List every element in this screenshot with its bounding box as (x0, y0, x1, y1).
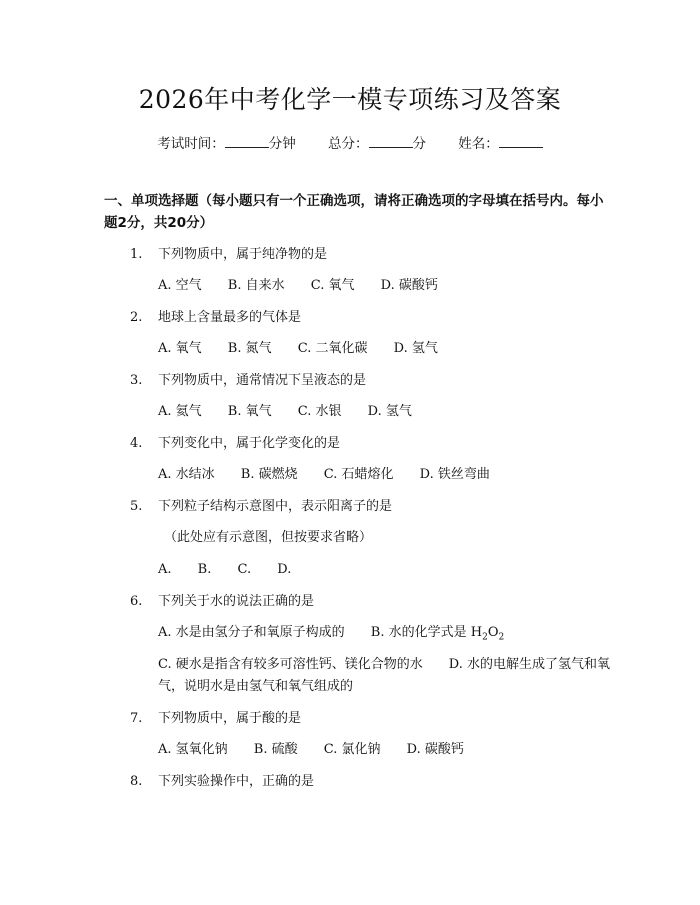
question-6-options-row2 (104, 649, 624, 703)
page-title: 2026年中考化学一模专项练习及答案 (138, 85, 562, 114)
question-list (104, 239, 624, 797)
student-name-blank (499, 135, 543, 148)
exam-time-blank (225, 135, 269, 148)
question-stem: 下列物质中，属于纯净物的是 (158, 247, 328, 262)
question-stem: 下列实验操作中，正确的是 (158, 774, 315, 789)
question-number: 7. (130, 711, 143, 726)
option: B. 碳燃烧 (240, 467, 298, 482)
question-1 (104, 239, 624, 270)
question-5-note: （此处应有示意图，但按要求省略） (164, 530, 373, 545)
formula-subscript: 2 (482, 632, 488, 643)
option: C. 水银 (297, 404, 342, 419)
question-5-options (104, 554, 624, 586)
section-heading: 一、单项选择题（每小题只有一个正确选项，请将正确选项的字母填在括号内。每小题2分，共20分） (104, 193, 604, 231)
question-stem: 下列粒子结构示意图中，表示阳离子的是 (158, 499, 393, 514)
question-stem: 下列关于水的说法正确的是 (158, 594, 315, 609)
question-7 (104, 703, 624, 734)
question-stem: 下列变化中，属于化学变化的是 (158, 436, 341, 451)
question-7-options (104, 734, 624, 766)
question-number: 8. (130, 774, 143, 789)
option: D. 碳酸钙 (406, 742, 464, 757)
exam-meta (0, 132, 700, 152)
question-number: 5. (130, 499, 143, 514)
option: B. 氧气 (227, 404, 272, 419)
exam-time-label: 考试时间： (157, 136, 225, 152)
option: D. 碳酸钙 (380, 278, 438, 293)
option: B. 硫酸 (253, 742, 298, 757)
option: B. 自来水 (227, 278, 285, 293)
option: D. 铁丝弯曲 (419, 467, 490, 482)
option: A. 氦气 (158, 404, 202, 419)
option: A. 氧气 (158, 341, 202, 356)
option: D. 氢气 (367, 404, 412, 419)
question-2-options (104, 333, 624, 365)
question-1-options (104, 270, 624, 302)
total-score-unit: 分 (412, 136, 426, 152)
question-4-options (104, 459, 624, 491)
formula-subscript: 2 (498, 632, 505, 643)
question-number: 1. (130, 247, 143, 262)
question-stem: 下列物质中，通常情况下呈液态的是 (158, 373, 367, 388)
question-stem: 地球上含量最多的气体是 (158, 310, 302, 325)
exam-time-unit: 分钟 (268, 136, 296, 152)
option: A. 氢氧化钠 (158, 742, 228, 757)
option: C. (237, 562, 252, 577)
option: B. 氮气 (227, 341, 272, 356)
option: C. 氯化钠 (323, 742, 381, 757)
student-name-label: 姓名： (458, 136, 499, 152)
question-5 (104, 491, 624, 522)
formula-element: O (487, 625, 499, 640)
question-3 (104, 365, 624, 396)
option: D. 氢气 (393, 341, 438, 356)
question-number: 3. (130, 373, 143, 388)
option: A. 水结冰 (158, 467, 215, 482)
question-6-options-row1 (104, 617, 624, 649)
option-formula-prefix: B. 水的化学式是 H (370, 625, 483, 640)
option: B. (197, 562, 212, 577)
question-stem: 下列物质中，属于酸的是 (158, 711, 302, 726)
option: A. 水是由氢分子和氧原子构成的 (158, 625, 345, 640)
option: D. (277, 562, 292, 577)
question-number: 2. (130, 310, 143, 325)
question-4 (104, 428, 624, 459)
option: A. (158, 562, 172, 577)
question-number: 4. (130, 436, 143, 451)
option: C. 二氧化碳 (297, 341, 368, 356)
question-number: 6. (130, 594, 143, 609)
question-3-options (104, 396, 624, 428)
option: A. 空气 (158, 278, 202, 293)
total-score-label: 总分： (328, 136, 369, 152)
total-score (328, 132, 426, 152)
option: C. 氧气 (310, 278, 355, 293)
question-6 (104, 586, 624, 617)
option: C. 硬水是指含有较多可溶性钙、镁化合物的水 D. 水的电解生成了氢气和氧气，说明水是由氢气和氧气组成的 (158, 657, 610, 694)
student-name (458, 132, 543, 152)
question-2 (104, 302, 624, 333)
option: C. 石蜡熔化 (323, 467, 394, 482)
exam-time (157, 132, 296, 152)
total-score-blank (369, 135, 413, 148)
question-8 (104, 766, 624, 797)
